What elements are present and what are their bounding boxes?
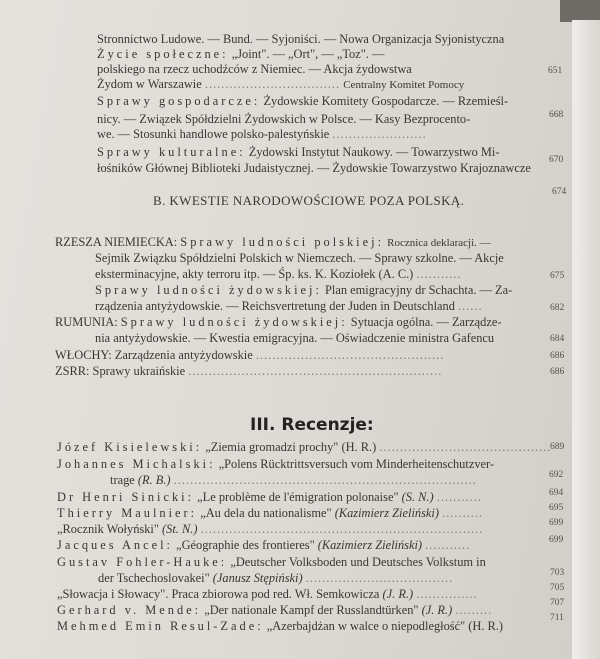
toc-line: RUMUNIA: Sprawy ludności żydowskiej: Sytuacja ogólna. — Zarządze-: [55, 315, 502, 329]
page-number: 651: [548, 66, 563, 76]
review-entry: „Słowacja i Słowacy". Praca zbiorowa pod red. Wł. Semkowicza (J. R.) ...............: [57, 587, 478, 601]
page-number: 684: [550, 334, 565, 344]
page-number: 703: [550, 568, 565, 578]
toc-line: polskiego na rzecz uchodźców z Niemiec. — Akcja żydowstwa: [97, 62, 412, 76]
page-number: 668: [549, 110, 564, 120]
toc-line: ZSRR: Sprawy ukraińskie ..............................................................: [55, 364, 443, 378]
page-number: 695: [549, 503, 564, 513]
page-number: 711: [550, 613, 564, 623]
review-entry: Gerhard v. Mende: „Der nationale Kampf der Russlandtürken" (J. R.) .........: [57, 603, 493, 617]
review-entry: Dr Henri Sinicki: „Le problème de l'émigration polonaise" (S. N.) ...........: [57, 490, 482, 504]
page-number: 699: [549, 535, 564, 545]
review-entry-cont: trage (R. B.) ..........................................................................: [110, 473, 477, 487]
toc-line: nicy. — Związek Spółdzielni Żydowskich w Polsce. — Kasy Bezprocento-: [97, 112, 471, 126]
toc-line: nia antyżydowskie. — Kwestia emigracyjna. — Oświadczenie ministra Gafencu: [95, 331, 495, 345]
toc-line: Stronnictwo Ludowe. — Bund. — Syjoniści. — Nowa Organizacja Syjonistyczna: [97, 32, 505, 46]
toc-line: WŁOCHY: Zarządzenia antyżydowskie ..............................................: [55, 348, 445, 362]
section-b-heading: B. KWESTIE NARODOWOŚCIOWE POZA POLSKĄ.: [153, 193, 465, 208]
toc-line: RZESZA NIEMIECKA: Sprawy ludności polskiej: Rocznica deklaracji. —: [55, 235, 491, 249]
toc-line: rządzenia antyżydowskie. — Reichsvertretung der Juden in Deutschland ......: [95, 299, 483, 313]
page-number: 692: [549, 470, 564, 480]
page-number: 686: [550, 367, 565, 377]
page-number: 686: [550, 351, 565, 361]
toc-line: Sprawy kulturalne: Żydowski Instytut Naukowy. — Towarzystwo Mi-: [97, 145, 500, 159]
review-entry: Gustav Fohler-Hauke: „Deutscher Volksboden und Deutsches Volkstum in: [57, 555, 486, 569]
page-number: 707: [550, 598, 565, 608]
review-entry: Jacques Ancel: „Géographie des frontieres" (Kazimierz Zieliński) ...........: [57, 538, 471, 552]
toc-line: łośników Głównej Biblioteki Judaistycznej. — Żydowskie Towarzystwo Krajoznawcze: [97, 161, 531, 175]
page-number: 705: [550, 583, 565, 593]
toc-line: eksterminacyjne, akty terroru itp. — Śp. ks. K. Koziołek (A. C.) ...........: [95, 267, 462, 281]
review-entry: Mehmed Emin Resul-Zade: „Azerbajdżan w walce o niepodległość" (H. R.): [57, 619, 504, 633]
background-surface: [560, 0, 600, 22]
toc-line: Życie społeczne: „Joint". — „Ort", — „Toz". —: [97, 47, 385, 61]
toc-line: Sprawy gospodarcze: Żydowskie Komitety Gospodarcze. — Rzemieśl-: [97, 94, 509, 108]
review-entry: Józef Kisielewski: „Ziemia gromadzi prochy" (H. R.) ..........................................: [57, 440, 552, 454]
review-entry: „Rocznik Wołyński" (St. N.) .....................................................................: [57, 522, 484, 536]
toc-line: Sprawy ludności żydowskiej: Plan emigracyjny dr Schachta. — Za-: [95, 283, 513, 297]
page-number: 670: [549, 155, 564, 165]
review-entry: Johannes Michalski: „Polens Rücktrittsversuch vom Minderheitenschutzver-: [57, 457, 495, 471]
page-number: 674: [552, 187, 567, 197]
page-edge: [572, 20, 600, 659]
toc-line: we. — Stosunki handlowe polsko-palestyńskie .......................: [97, 127, 427, 141]
page-number: 675: [550, 271, 565, 281]
toc-line: Żydom w Warszawie ................................. Centralny Komitet Pomocy: [97, 77, 465, 91]
page-number: 682: [550, 303, 565, 313]
page-number: 699: [549, 518, 564, 528]
page-number: 689: [550, 442, 565, 452]
section-iii-heading: III. Recenzje:: [250, 415, 374, 435]
page-number: 694: [549, 488, 564, 498]
review-entry-cont: der Tschechoslovakei" (Janusz Stępiński) ....................................: [98, 571, 454, 585]
review-entry: Thierry Maulnier: „Au dela du nationalisme" (Kazimierz Zieliński) ..........: [57, 506, 484, 520]
toc-line: Sejmik Związku Spółdzielni Polskich w Niemczech. — Sprawy szkolne. — Akcje: [95, 251, 504, 265]
